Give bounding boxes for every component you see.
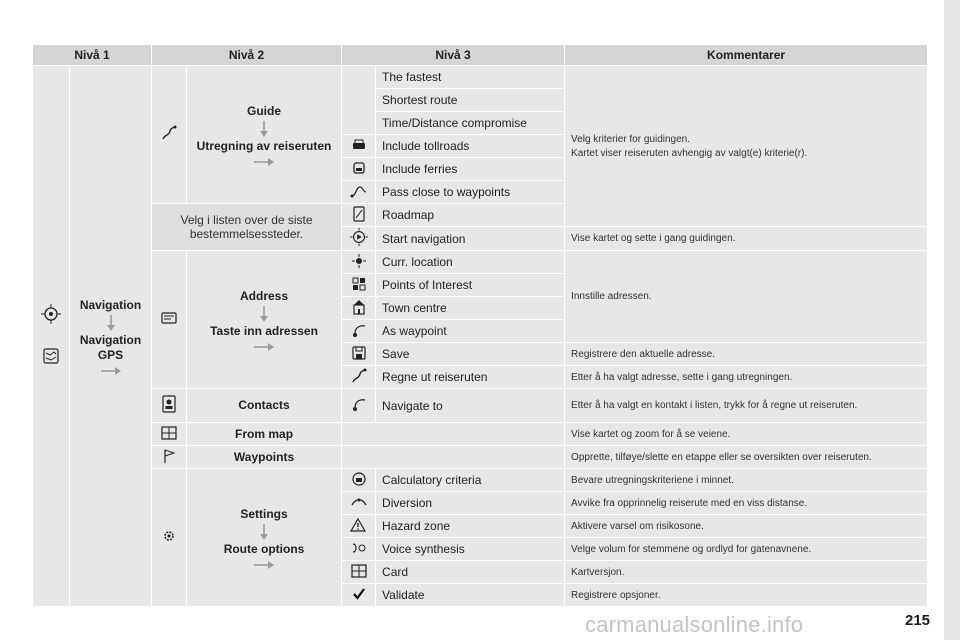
comment-innstille: Innstille adressen. <box>565 251 928 343</box>
guide-plain-text: Velg i listen over de siste bestemmelsessteder. <box>152 204 342 251</box>
row-diversion: Diversion <box>376 492 565 515</box>
from-map-blank <box>342 423 565 446</box>
row-start-nav: Start navigation <box>376 227 565 251</box>
row-compromise: Time/Distance compromise <box>376 112 565 135</box>
table-header-row <box>33 45 928 66</box>
guide-subtitle: Utregning av reiseruten <box>196 138 332 153</box>
row-hazard: Hazard zone <box>376 515 565 538</box>
town-centre-icon <box>342 297 376 320</box>
as-waypoint-icon <box>342 320 376 343</box>
header-level1: Nivå 1 <box>33 45 152 66</box>
arrow-down-icon <box>107 315 115 331</box>
header-comments: Kommentarer <box>565 45 928 66</box>
watermark: carmanualsonline.info <box>585 612 804 637</box>
comment-hazard: Aktivere varsel om risikosone. <box>565 515 928 538</box>
comment-waypoints: Opprette, tilføye/slette en etappe eller se oversikten over reiseruten. <box>565 446 928 469</box>
menu-table <box>32 44 928 607</box>
page-number: 215 <box>905 612 931 629</box>
compute-route-icon <box>342 366 376 389</box>
waypoints-flag-icon <box>152 446 187 469</box>
comment-criteria-line2: Kartet viser reiseruten avhengig av valgt(e) kriterie(r). <box>571 147 808 159</box>
arrow-down-icon <box>260 524 268 540</box>
comment-regne: Etter å ha valgt adresse, sette i gang utregningen. <box>565 366 928 389</box>
comment-diversion: Avvike fra opprinnelig reiserute med en viss distanse. <box>565 492 928 515</box>
settings-title: Settings <box>240 506 288 521</box>
poi-icon <box>342 274 376 297</box>
card-icon <box>342 561 376 584</box>
guide-icon-cell <box>152 66 187 204</box>
waypoints-blank <box>342 446 565 469</box>
row-town-centre: Town centre <box>376 297 565 320</box>
waypoint-route-icon <box>342 181 376 204</box>
level1-label-cell <box>70 66 152 607</box>
arrow-down-icon <box>260 121 268 137</box>
row-card: Card <box>376 561 565 584</box>
header-level2: Nivå 2 <box>152 45 342 66</box>
contacts-label: Contacts <box>187 389 342 423</box>
page-edge-strip <box>944 0 960 640</box>
settings-label-cell <box>187 469 342 607</box>
row-calc-criteria: Calculatory criteria <box>376 469 565 492</box>
row-poi: Points of Interest <box>376 274 565 297</box>
start-navigation-icon <box>342 227 376 251</box>
comment-criteria-line1: Velg kriterier for guidingen. <box>571 133 691 145</box>
navigate-to-icon <box>342 389 376 423</box>
comment-start-nav: Vise kartet og sette i gang guidingen. <box>565 227 928 251</box>
voice-icon <box>342 538 376 561</box>
comment-validate: Registrere opsjoner. <box>565 584 928 607</box>
waypoints-label: Waypoints <box>187 446 342 469</box>
comment-card: Kartversjon. <box>565 561 928 584</box>
arrow-down-icon <box>260 306 268 322</box>
level1-icon-cell <box>33 66 70 607</box>
save-icon <box>342 343 376 366</box>
checkmark-icon <box>342 584 376 607</box>
route-calc-icon <box>160 131 178 145</box>
keyboard-address-icon <box>160 315 178 329</box>
row-navigate-to: Navigate to <box>376 389 565 423</box>
comment-save: Registrere den aktuelle adresse. <box>565 343 928 366</box>
arrow-right-icon <box>254 158 274 166</box>
row-shortest: Shortest route <box>376 89 565 112</box>
settings-subtitle: Route options <box>223 541 305 556</box>
diversion-icon <box>342 492 376 515</box>
row-roadmap: Roadmap <box>376 204 565 227</box>
row-fastest: The fastest <box>376 66 565 89</box>
from-map-label: From map <box>187 423 342 446</box>
from-map-icon <box>152 423 187 446</box>
arrow-right-icon <box>101 367 121 375</box>
ferry-icon <box>342 158 376 181</box>
guide-title: Guide <box>247 103 282 118</box>
settings-gear-icon <box>161 533 177 547</box>
row-pass-close: Pass close to waypoints <box>376 181 565 204</box>
row-save: Save <box>376 343 565 366</box>
level1-title: Navigation <box>79 297 142 312</box>
roadmap-icon <box>342 204 376 227</box>
comment-voice: Velge volum for stemmene og ordlyd for gatenavnene. <box>565 538 928 561</box>
row-as-waypoint: As waypoint <box>376 320 565 343</box>
header-level3: Nivå 3 <box>342 45 565 66</box>
blank-icon-cell <box>342 66 376 135</box>
comment-from-map: Vise kartet og zoom for å se veiene. <box>565 423 928 446</box>
level1-subtitle: Navigation GPS <box>79 332 142 362</box>
tollroad-icon <box>342 135 376 158</box>
arrow-right-icon <box>254 343 274 351</box>
row-tollroads: Include tollroads <box>376 135 565 158</box>
guide-label-cell <box>187 66 342 204</box>
address-subtitle: Taste inn adressen <box>210 323 318 338</box>
navigation-target-icon <box>33 303 69 328</box>
arrow-right-icon <box>254 561 274 569</box>
settings-icon-cell <box>152 469 187 607</box>
calc-criteria-icon <box>342 469 376 492</box>
comment-criteria <box>565 66 928 227</box>
current-location-icon <box>342 251 376 274</box>
address-label-cell <box>187 251 342 389</box>
navigation-map-icon <box>33 346 69 369</box>
address-icon-cell <box>152 251 187 389</box>
comment-calc-criteria: Bevare utregningskriteriene i minnet. <box>565 469 928 492</box>
row-regne: Regne ut reiseruten <box>376 366 565 389</box>
row-ferries: Include ferries <box>376 158 565 181</box>
comment-navigate-to: Etter å ha valgt en kontakt i listen, trykk for å regne ut reiseruten. <box>565 389 928 423</box>
hazard-icon <box>342 515 376 538</box>
row-voice: Voice synthesis <box>376 538 565 561</box>
row-curr-location: Curr. location <box>376 251 565 274</box>
address-title: Address <box>240 288 289 303</box>
row-validate: Validate <box>376 584 565 607</box>
contacts-icon <box>152 389 187 423</box>
